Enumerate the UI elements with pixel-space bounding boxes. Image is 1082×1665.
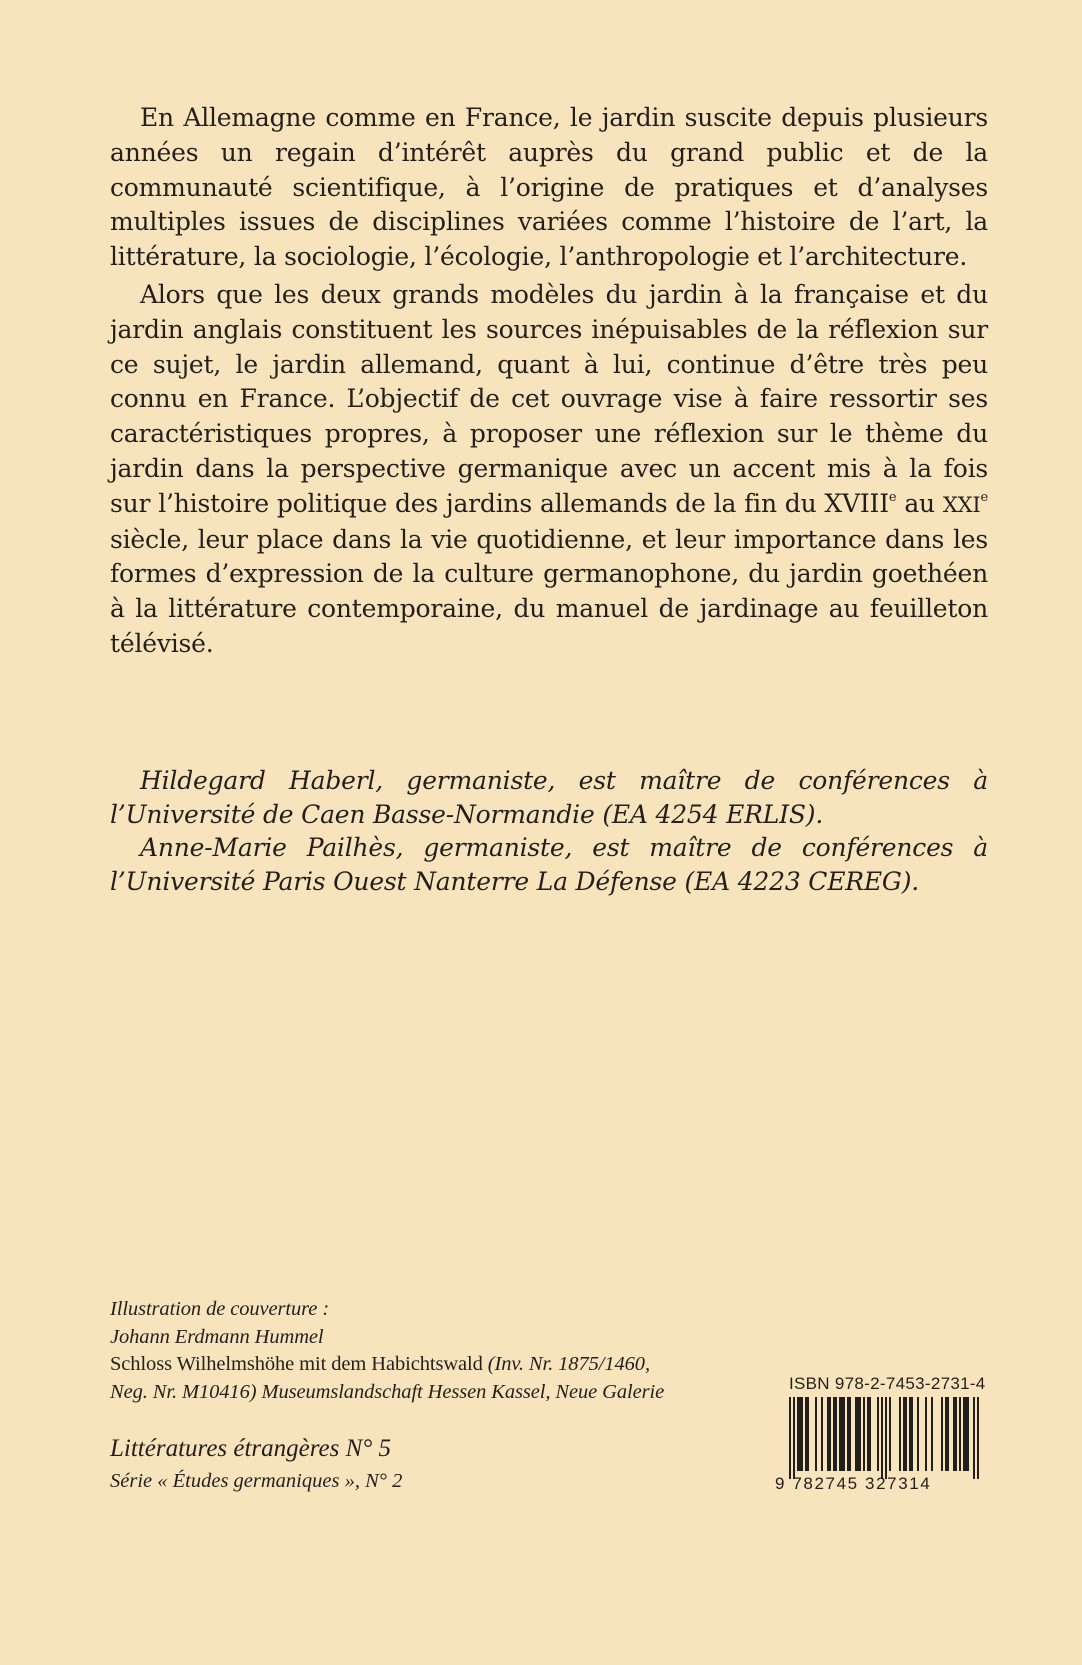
barcode-bar [953, 1397, 955, 1471]
credits-label: Illustration de couverture : [110, 1298, 330, 1320]
barcode-bar [789, 1397, 791, 1479]
barcode-bar [911, 1397, 913, 1471]
barcode-bar [941, 1397, 943, 1471]
description-paragraph-2-end: siècle, leur place dans la vie quotidienne, et leur importance dans les formes d’expression de la culture germanophone, du jardin goethéen à la littérature contemporaine, du manuel de jardinage au feuilleton télévisé. [110, 524, 988, 658]
barcode-bar [925, 1397, 927, 1471]
century-twentyfirst: XXI [942, 492, 981, 517]
barcode-bar [945, 1397, 947, 1471]
century-eighteenth-sup: e [888, 489, 897, 505]
barcode-bar [835, 1397, 837, 1471]
barcode-bar [807, 1397, 809, 1471]
barcode-bar [905, 1397, 907, 1471]
credits-work-line [110, 1351, 750, 1379]
barcode-bar [797, 1397, 799, 1471]
author-bio-2: Anne-Marie Pailhès, germaniste, est maître de conférences à l’Université Paris Ouest Nanterre La Défense (EA 4223 CEREG). [110, 833, 988, 896]
barcode-bar [833, 1397, 835, 1471]
description-paragraph-1: En Allemagne comme en France, le jardin suscite depuis plusieurs années un regain d’intérêt auprès du grand public et de la communauté scientifique, à l’origine de pratiques et d’analyses multiples issues de disciplines variées comme l’histoire de l’art, la littérature, la sociologie, l’écologie, l’anthropologie et l’architecture. [110, 103, 988, 272]
barcode-bar [821, 1397, 823, 1471]
barcode-bar [849, 1397, 851, 1471]
barcode-bar [867, 1397, 869, 1471]
barcode-bar [977, 1397, 979, 1479]
credits-work-ref1: (Inv. Nr. 1875/1460, [487, 1353, 650, 1375]
barcode-bar [805, 1397, 807, 1471]
century-eighteenth: XVIII [824, 488, 889, 518]
credits-work-ref2: Neg. Nr. M10416) Museumslandschaft Hessen Kassel, Neue Galerie [110, 1380, 665, 1403]
isbn-label: ISBN 978-2-7453-2731-4 [789, 1374, 986, 1393]
barcode-bar [899, 1397, 901, 1471]
barcode-bar [965, 1397, 967, 1471]
barcode-bar [859, 1397, 861, 1471]
description-paragraph-2-start: Alors que les deux grands modèles du jardin à la française et du jardin anglais constituent les sources inépuisables de la réflexion sur ce sujet, le jardin allemand, quant à lui, continue d’être très peu connu en France. L’objectif de cet ouvrage vise à faire ressortir ses caractéristiques propres, à proposer une réflexion sur le thème du jardin dans la perspective germanique avec un accent mis à la fois sur l’histoire politique des jardins allemands de la fin du [110, 279, 988, 518]
barcode-bar [827, 1397, 829, 1471]
century-twentyfirst-sup: e [980, 489, 988, 505]
barcode-bar [963, 1397, 965, 1471]
barcode-bar [909, 1397, 911, 1471]
barcode-bar [855, 1397, 857, 1471]
barcode-bar [857, 1397, 859, 1471]
credits-artist: Johann Erdmann Hummel [110, 1325, 324, 1348]
authors-section [110, 764, 988, 898]
barcode-bar [847, 1397, 849, 1471]
barcode-bar [881, 1397, 883, 1479]
barcode-bar [801, 1397, 803, 1471]
barcode-bar [903, 1397, 905, 1471]
series-title: Littératures étrangères N° 5 [110, 1435, 392, 1462]
barcode-bar [877, 1397, 879, 1471]
barcode-bar [967, 1397, 969, 1471]
barcode-bar [869, 1397, 871, 1471]
barcode-bar [829, 1397, 831, 1471]
isbn-barcode [775, 1373, 1000, 1503]
barcode-bar [839, 1397, 841, 1471]
description-paragraph-2 [110, 278, 988, 662]
author-bio-1: Hildegard Haberl, germaniste, est maître de conférences à l’Université de Caen Basse-Normandie (EA 4254 ERLIS). [110, 766, 988, 829]
barcode-bar [917, 1397, 919, 1471]
barcode-bar [973, 1397, 975, 1479]
barcode-bar [815, 1397, 817, 1471]
barcode-bars [775, 1397, 1000, 1481]
barcode-bar [799, 1397, 801, 1471]
illustration-credits [110, 1296, 750, 1406]
description-section [110, 101, 988, 662]
barcode-bar [889, 1397, 891, 1471]
barcode-bar [843, 1397, 845, 1471]
barcode-bar [959, 1397, 961, 1471]
series-subtitle: Série « Études germaniques », N° 2 [110, 1470, 403, 1492]
barcode-bar [955, 1397, 957, 1471]
barcode-digits-text: 9 782745 327314 [775, 1474, 932, 1493]
barcode-bar [793, 1397, 795, 1479]
barcode-bar [947, 1397, 949, 1471]
series-info [110, 1432, 750, 1496]
barcode-bar [885, 1397, 887, 1479]
barcode-bar [841, 1397, 843, 1471]
description-paragraph-2-connector: au [896, 488, 943, 518]
barcode-bar [863, 1397, 865, 1471]
barcode-bar [931, 1397, 933, 1471]
credits-work-title: Schloss Wilhelmshöhe mit dem Habichtswald [110, 1353, 488, 1375]
